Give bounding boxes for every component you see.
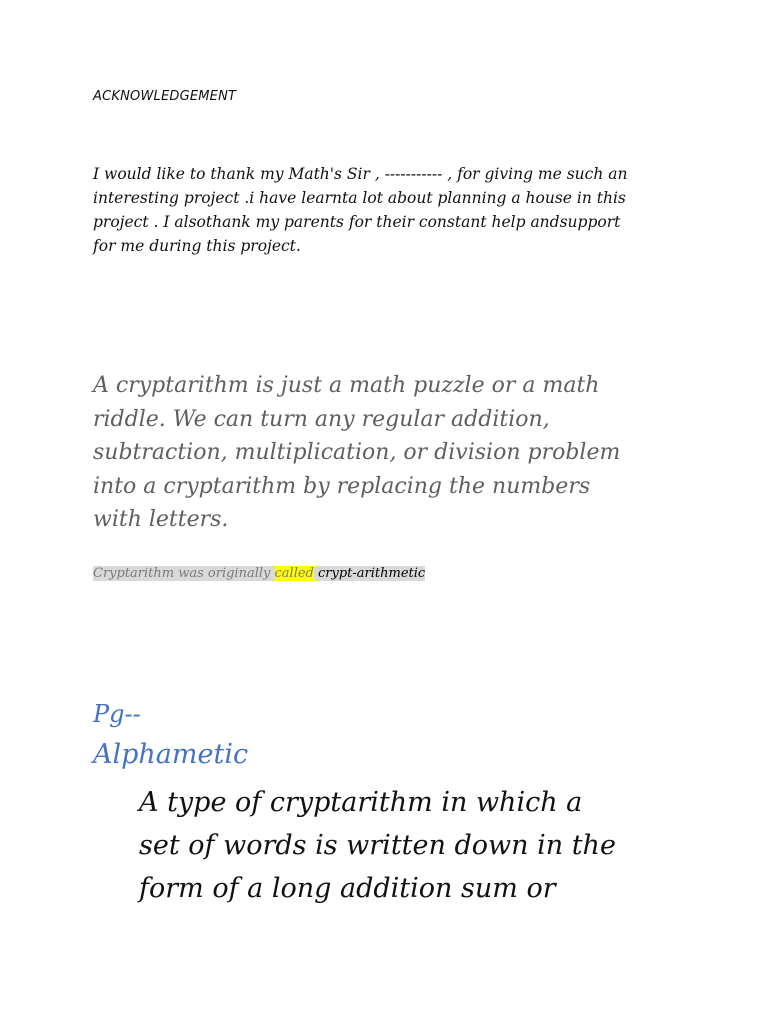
alphametic-definition-line: A type of cryptarithm in which a <box>139 787 583 818</box>
cryptarithm-line: with letters. <box>93 507 229 532</box>
cryptarithm-paragraph <box>93 369 693 537</box>
origin-text-grey: Cryptarithm was originally <box>93 566 275 581</box>
origin-highlighted-sentence <box>93 564 425 583</box>
acknowledgement-line: I would like to thank my Math's Sir , ----------- , for giving me such an <box>93 165 628 183</box>
acknowledgement-line: interesting project .i have learnta lot about planning a house in this <box>93 189 626 207</box>
alphametic-heading: Alphametic <box>93 739 249 770</box>
origin-text-yellow-highlight: called <box>274 566 314 581</box>
alphametic-definition <box>139 781 739 910</box>
alphametic-definition-line: form of a long addition sum or <box>139 873 556 904</box>
cryptarithm-line: riddle. We can turn any regular addition, <box>93 406 550 432</box>
cryptarithm-line: A cryptarithm is just a math puzzle or a math <box>93 373 600 398</box>
acknowledgement-heading: ACKNOWLEDGEMENT <box>93 89 237 104</box>
acknowledgement-paragraph <box>93 162 693 258</box>
page-label: Pg-- <box>93 700 141 728</box>
cryptarithm-line: subtraction, multiplication, or division problem <box>93 440 621 465</box>
alphametic-definition-line: set of words is written down in the <box>139 830 616 861</box>
origin-text-dark: crypt-arithmetic <box>313 566 426 581</box>
acknowledgement-line: project . I alsothank my parents for their constant help andsupport <box>93 213 621 231</box>
acknowledgement-line: for me during this project. <box>93 237 301 255</box>
cryptarithm-line: into a cryptarithm by replacing the numbers <box>93 473 591 499</box>
